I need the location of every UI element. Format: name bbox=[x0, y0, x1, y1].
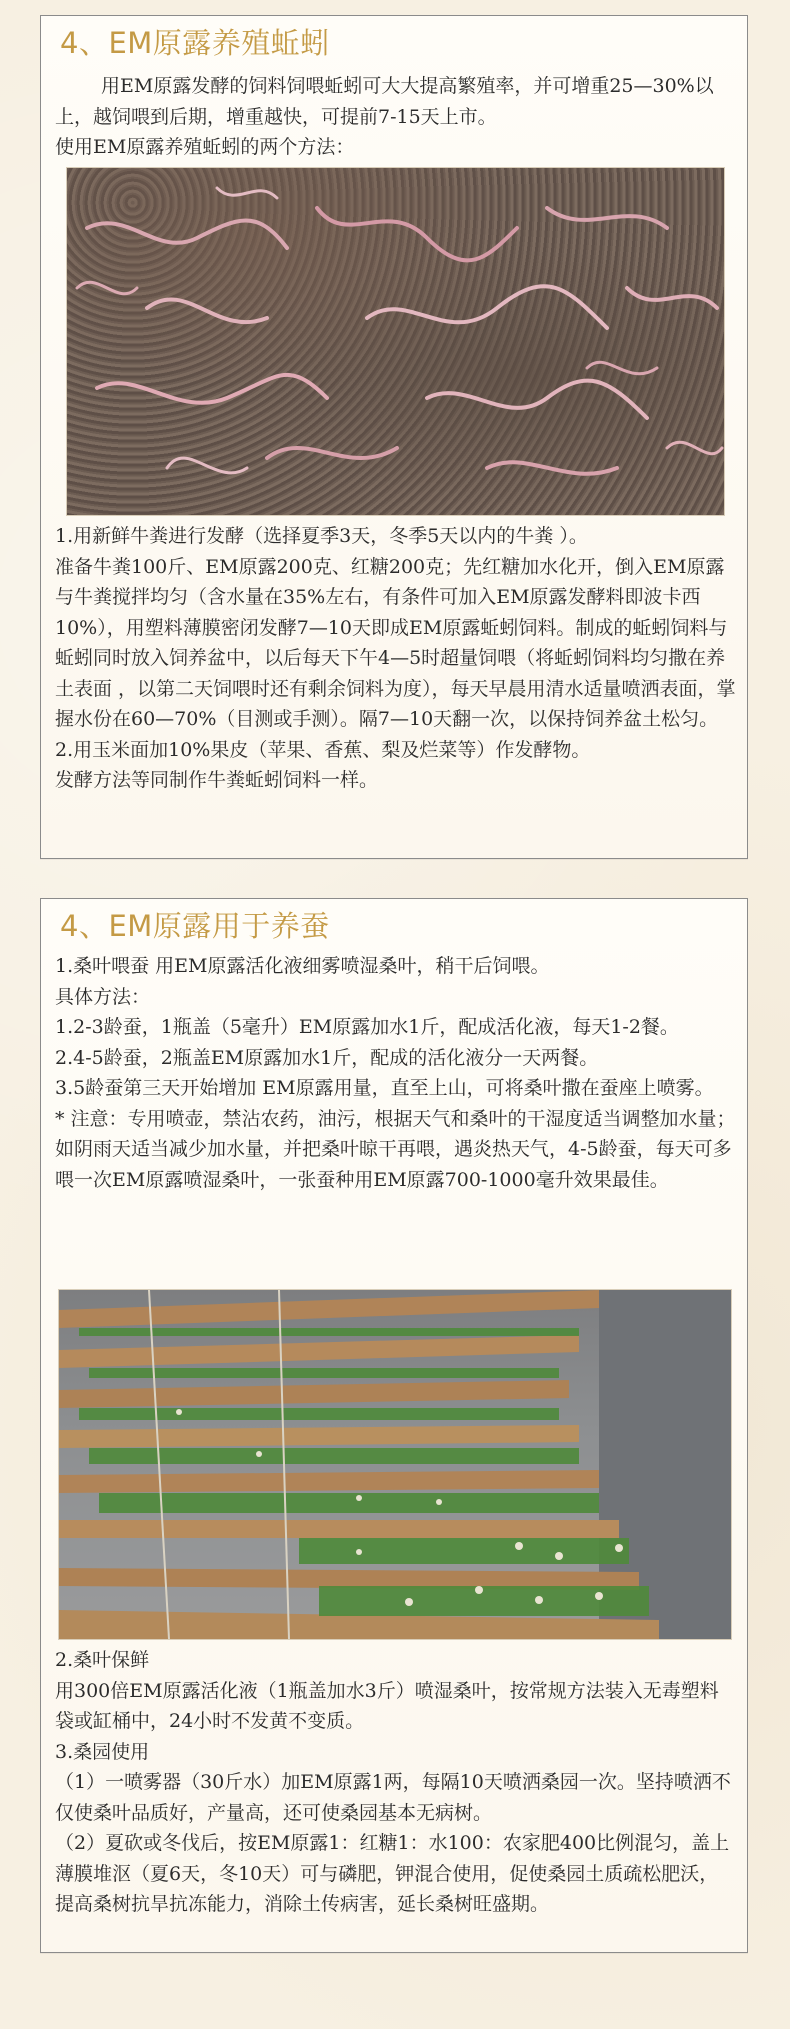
method-1-detail: 准备牛粪100斤、EM原露200克、红糖200克；先红糖加水化开，倒入EM原露与牛粪搅拌均匀（含水量在35%左右，有条件可加入EM原露发酵料即波卡西10%），用塑料薄膜密闭发酵7—10天即成EM原露蚯蚓饲料。制成的蚯蚓饲料与蚯蚓同时放入饲养盆中，以后每天下午4—5时超量饲喂（将蚯蚓饲料均匀撒在养土表面 ，以第二天饲喂时还有剩余饲料为度），每天早晨用清水适量喷洒表面，掌握水份在60—70%（目测或手测）。隔7—10天翻一次，以保持饲养盆土松匀。 bbox=[55, 555, 736, 730]
intro-text bbox=[55, 71, 737, 163]
note: * 注意：专用喷壶，禁沾农药，油污，根据天气和桑叶的干湿度适当调整加水量；如阴雨天适当减少加水量，并把桑叶晾干再喂，遇炎热天气，4-5龄蚕，每天可多喂一次EM原露喷湿桑叶，一张蚕种用EM原露700-1000毫升效果最佳。 bbox=[55, 1107, 736, 1191]
intro-methods-line: 使用EM原露养殖蚯蚓的两个方法： bbox=[55, 136, 355, 158]
method-label: 具体方法： bbox=[55, 985, 151, 1008]
method-1-title: 1.用新鲜牛粪进行发酵（选择夏季3天，冬季5天以内的牛粪 ）。 bbox=[55, 525, 588, 547]
step-1: 1.2-3龄蚕，1瓶盖（5毫升）EM原露加水1斤，配成活化液，每天1-2餐。 bbox=[55, 1016, 679, 1038]
orchard-title: 3.桑园使用 bbox=[55, 1740, 150, 1763]
preservation-title: 2.桑叶保鲜 bbox=[55, 1649, 150, 1671]
orchard-item-2: （2）夏砍或冬伐后，按EM原露1：红糖1：水100：农家肥400比例混匀，盖上薄膜堆沤（夏6天，冬10天）可与磷肥，钾混合使用，促使桑园土质疏松肥沃，提高桑树抗旱抗冻能力，消除土传病害，延长桑树旺盛期。 bbox=[55, 1832, 730, 1915]
method-2-detail: 发酵方法等同制作牛粪蚯蚓饲料一样。 bbox=[55, 769, 379, 791]
silkworm-section bbox=[40, 898, 748, 1953]
step-3: 3.5龄蚕第三天开始增加 EM原露用量，直至上山，可将桑叶撒在蚕座上喷雾。 bbox=[55, 1077, 714, 1099]
orchard-item-1: （1）一喷雾器（30斤水）加EM原露1两，每隔10天喷洒桑园一次。坚持喷洒不仅使桑叶品质好，产量高，还可使桑园基本无病树。 bbox=[55, 1771, 731, 1824]
method-text bbox=[55, 521, 737, 796]
preservation-detail: 用300倍EM原露活化液（1瓶盖加水3斤）喷湿桑叶，按常规方法装入无毒塑料袋或缸桶中，24小时不发黄不变质。 bbox=[55, 1679, 719, 1732]
silkworm-feeding-text bbox=[55, 951, 737, 1195]
step-2: 2.4-5龄蚕，2瓶盖EM原露加水1斤，配成的活化液分一天两餐。 bbox=[55, 1046, 599, 1069]
earthworm-photo bbox=[66, 167, 725, 516]
intro-paragraph: 用EM原露发酵的饲料饲喂蚯蚓可大大提高繁殖率，并可增重25—30%以上，越饲喂到后期，增重越快，可提前7-15天上市。 bbox=[55, 75, 714, 128]
silkworm-rack-illustration bbox=[59, 1290, 731, 1639]
earthworm-illustration bbox=[67, 168, 724, 515]
earthworm-section bbox=[40, 15, 748, 859]
section-heading: 4、EM原露用于养蚕 bbox=[60, 909, 330, 943]
feeding-title: 1.桑叶喂蚕 用EM原露活化液细雾喷湿桑叶，稍干后饲喂。 bbox=[55, 955, 550, 977]
silkworm-after-text bbox=[55, 1645, 737, 1920]
section-heading: 4、EM原露养殖蚯蚓 bbox=[60, 26, 330, 60]
method-2-title: 2.用玉米面加10%果皮（苹果、香蕉、梨及烂菜等）作发酵物。 bbox=[55, 738, 591, 761]
silkworm-photo bbox=[58, 1289, 732, 1640]
